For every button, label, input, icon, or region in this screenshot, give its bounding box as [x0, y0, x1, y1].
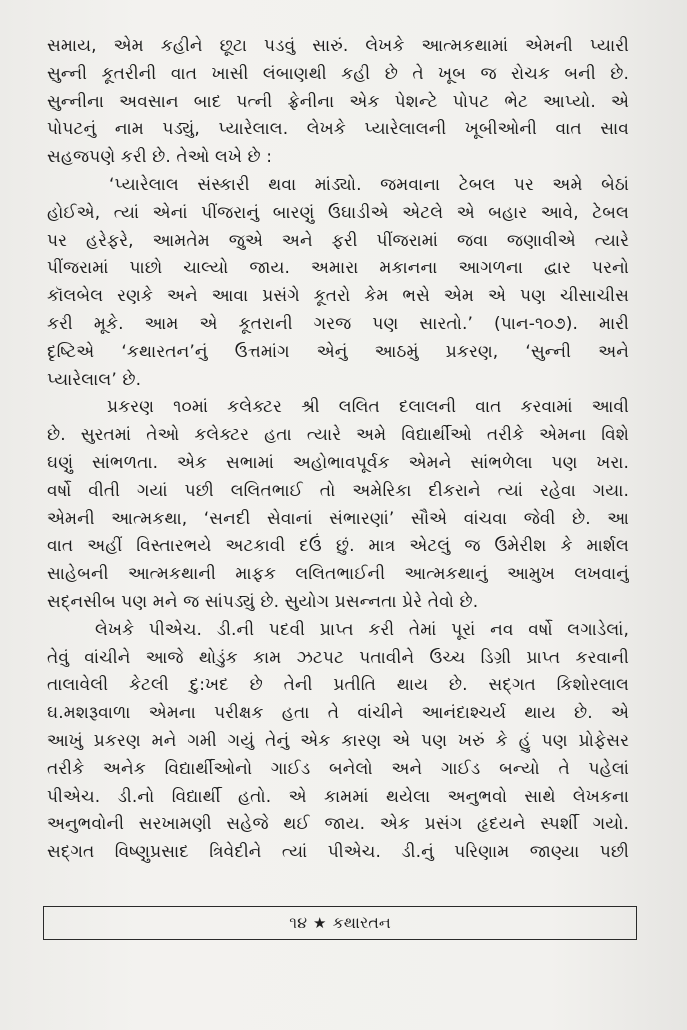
text-line: પોપટનું નામ પડ્યું, પ્યારેલાલ. લેખકે પ્યારેલાલની ખૂબીઓની વાત સાવ [47, 119, 629, 140]
text-line: તાલાવેલી કેટલી દુ:ખદ છે તેની પ્રતીતિ થાય છે. સદ્‌ગત કિશોરલાલ [47, 675, 629, 696]
text-line: સાહેબની આત્મકથાની માફક લલિતભાઈની આત્મકથાનું આમુખ લખવાનું [47, 564, 629, 585]
page-footer [43, 906, 637, 940]
book-title: કથારતન [332, 913, 391, 932]
text-line: તેવું વાંચીને આજે થોડુંક કામ ઝટપટ પતાવીને ઉચ્ચ ડિગ્રી પ્રાપ્ત કરવાની [47, 647, 629, 668]
text-line: પીએચ. ડી.નો વિદ્યાર્થી હતો. એ કામમાં થયેલા અનુભવો સાથે લેખકના [47, 786, 629, 807]
text-line: તરીકે અનેક વિદ્યાર્થીઓનો ગાઈડ બનેલો અને ગાઈડ બન્યો તે પહેલાં [47, 758, 629, 779]
text-line: સહજપણે કરી છે. તેઓ લખે છે : [47, 147, 273, 168]
text-line: સદ્‌ગત વિષ્ણુપ્રસાદ ત્રિવેદીને ત્યાં પીએચ. ડી.નું પરિણામ જાણ્યા પછી [47, 842, 629, 863]
text-line: સુન્ની કૂતરીની વાત ખાસી લંબાણથી કહી છે તે ખૂબ જ રોચક બની છે. [47, 63, 629, 84]
page-number: ૧૪ [289, 913, 307, 932]
body-text [47, 33, 629, 867]
text-line: કૉલબેલ રણકે અને આવા પ્રસંગે કૂતરો કેમ ભસે એમ એ પણ ચીસાચીસ [47, 286, 629, 307]
text-line: આખું પ્રકરણ મને ગમી ગયું તેનું એક કારણ એ પણ ખરું કે હું પણ પ્રોફેસર [47, 730, 629, 751]
text-line: સુન્નીના અવસાન બાદ પત્ની ફ્રેનીના એક પેશન્ટે પોપટ ભેટ આપ્યો. એ [47, 91, 629, 112]
text-line: પર હરેફરે, આમતેમ જુએ અને ફરી પીંજરામાં જવા જણાવીએ ત્યારે [47, 230, 629, 251]
text-line: પીંજરામાં પાછો ચાલ્યો જાય. અમારા મકાનના આગળના દ્વાર પરનો [47, 258, 629, 279]
text-line: ઘણું સાંભળતા. એક સભામાં અહોભાવપૂર્વક એમને સાંભળેલા પણ ખરા. [47, 452, 629, 473]
text-line: હોઈએ, ત્યાં એનાં પીંજરાનું બારણું ઉઘાડીએ એટલે એ બહાર આવે, ટેબલ [47, 202, 629, 223]
text-line: સદ્‌નસીબ પણ મને જ સાંપડ્યું છે. સુયોગ પ્રસન્નતા પ્રેરે તેવો છે. [47, 591, 479, 612]
text-line: વર્ષો વીતી ગયાં પછી લલિતભાઈ તો અમેરિકા દીકરાને ત્યાં રહેવા ગયા. [47, 480, 629, 501]
quote-first-line: ‘પ્યારેલાલ સંસ્કારી થવા માંડ્યો. જમવાના ટેબલ પર અમે બેઠાં [109, 174, 629, 195]
text-line: દૃષ્ટિએ ‘કથારતન’નું ઉત્તમાંગ એનું આઠમું પ્રકરણ, ‘સુન્ની અને [47, 341, 629, 362]
text-line: એમની આત્મકથા, ‘સનદી સેવાનાં સંભારણાં’ સૌએ વાંચવા જેવી છે. આ [47, 508, 629, 529]
paragraph-first-line: પ્રકરણ ૧૦માં કલેક્ટર શ્રી લલિત દલાલની વાત કરવામાં આવી [107, 397, 629, 418]
text-line: છે. સુરતમાં તેઓ કલેક્ટર હતા ત્યારે અમે વિદ્યાર્થીઓ તરીકે એમના વિશે [47, 425, 629, 446]
star-icon: ★ [313, 914, 327, 932]
text-line: સમાય, એમ કહીને છૂટા પડવું સારું. લેખકે આત્મકથામાં એમની પ્યારી [47, 36, 629, 56]
text-line: અનુભવોની સરખામણી સહેજે થઈ જાય. એક પ્રસંગ હૃદયને સ્પર્શી ગયો. [47, 814, 629, 835]
text-line: વાત અહીં વિસ્તારભયે અટકાવી દઉં છું. માત્ર એટલું જ ઉમેરીશ કે માર્શલ [47, 536, 629, 557]
paragraph-first-line: લેખકે પીએચ. ડી.ની પદવી પ્રાપ્ત કરી તેમાં પૂરાં નવ વર્ષો લગાડેલાં, [95, 619, 629, 640]
text-line: કરી મૂકે. આમ એ કૂતરાની ગરજ પણ સારતો.’ (પાન-૧૦૭). મારી [47, 313, 629, 334]
text-line: ઘ.મશરૂવાળા એમના પરીક્ષક હતા તે વાંચીને આનંદાશ્ચર્ય થાય છે. એ [47, 703, 629, 724]
text-line: પ્યારેલાલ’ છે. [47, 369, 142, 390]
